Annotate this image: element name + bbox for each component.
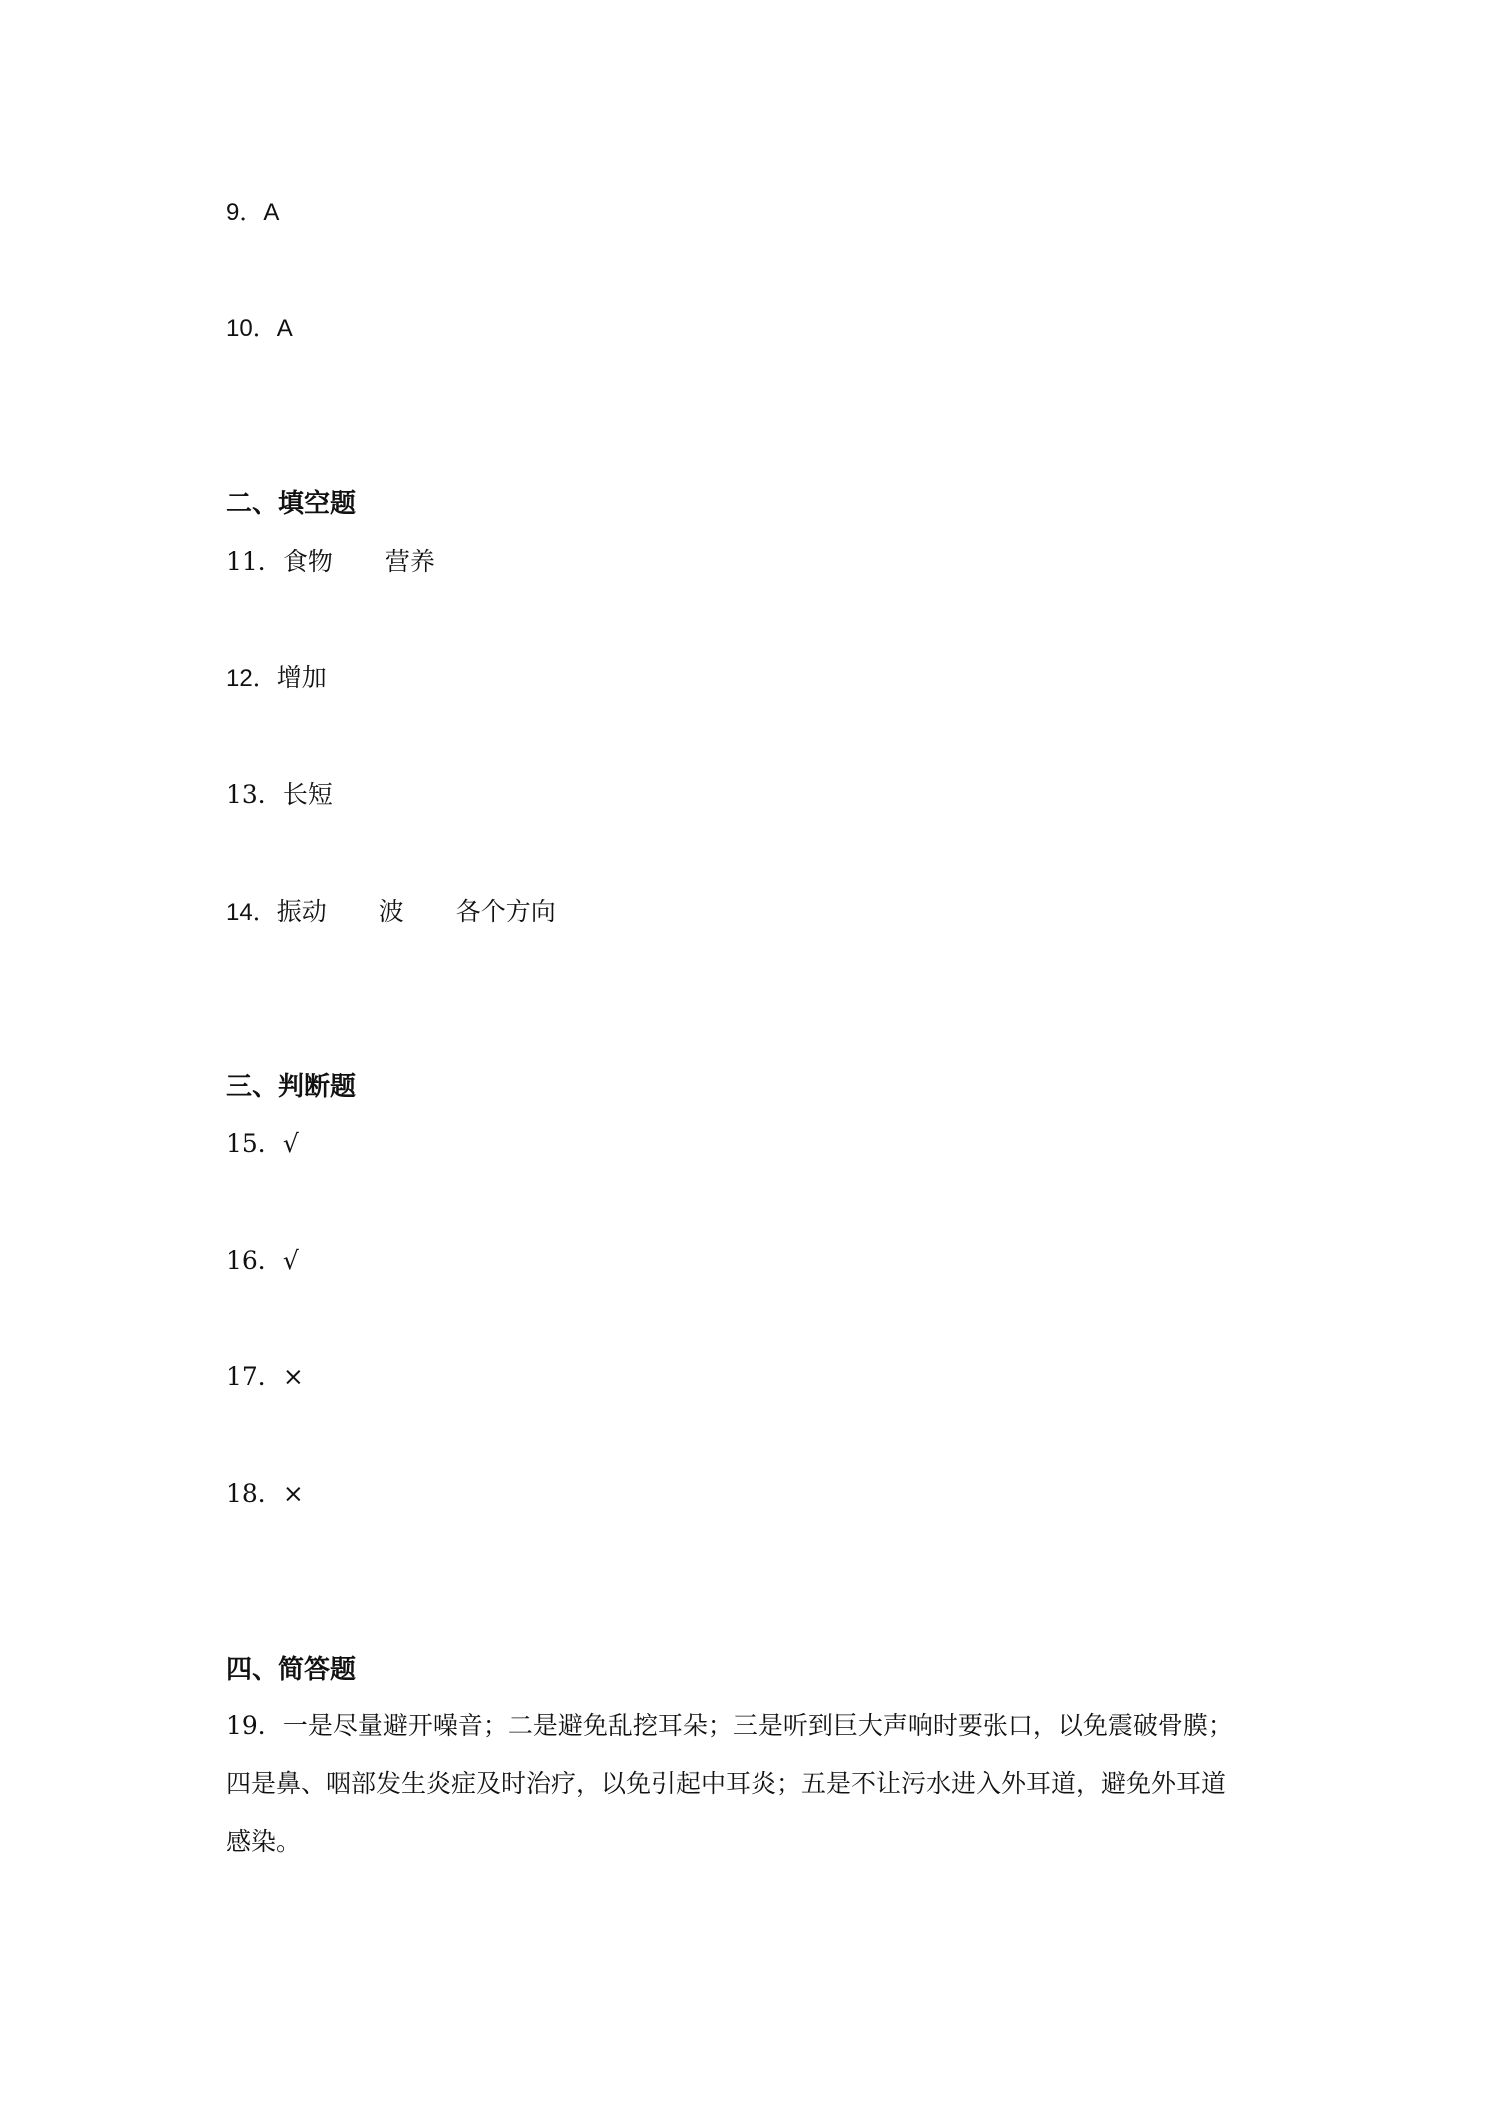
answer-14 xyxy=(226,896,556,929)
section-heading-true-false: 三、判断题 xyxy=(226,1072,357,1102)
answer-15 xyxy=(226,1128,299,1160)
answer-text: 营养 xyxy=(384,547,435,576)
answer-16 xyxy=(226,1245,299,1277)
section-heading-fill-in: 二、填空题 xyxy=(226,489,357,519)
answer-text: 增加 xyxy=(276,663,327,692)
question-number: 13． xyxy=(226,780,283,809)
cross-mark: × xyxy=(282,1479,304,1508)
answer-text: 振动 xyxy=(276,897,327,926)
question-number: 18． xyxy=(226,1479,283,1508)
answer-12 xyxy=(226,662,327,695)
answer-13 xyxy=(226,779,333,811)
question-number: 17． xyxy=(226,1362,283,1391)
question-number: 16． xyxy=(226,1246,283,1275)
answer-text: A xyxy=(263,199,280,226)
question-number: 12． xyxy=(226,665,277,692)
answer-17 xyxy=(226,1361,304,1393)
answer-19 xyxy=(226,1697,1276,1871)
answer-text: 食物 xyxy=(282,547,333,576)
question-number: 15． xyxy=(226,1129,283,1158)
answer-text: 波 xyxy=(378,897,404,926)
question-number: 19． xyxy=(226,1711,283,1740)
cross-mark: × xyxy=(282,1362,304,1391)
answer-text: A xyxy=(276,315,293,342)
answer-line: 一是尽量避开噪音；二是避免乱挖耳朵；三是听到巨大声响时要张口，以免震破骨膜； xyxy=(282,1711,1233,1740)
answer-text: 长短 xyxy=(282,780,333,809)
question-number: 10． xyxy=(226,315,277,342)
answer-11 xyxy=(226,546,435,578)
question-number: 11． xyxy=(226,547,283,576)
question-number: 9． xyxy=(226,199,264,226)
question-number: 14． xyxy=(226,899,277,926)
answer-line: 感染。 xyxy=(226,1827,302,1856)
answer-10 xyxy=(226,312,293,345)
answer-9 xyxy=(226,196,279,229)
section-heading-short-answer: 四、简答题 xyxy=(226,1655,357,1685)
answer-line: 四是鼻、咽部发生炎症及时治疗，以免引起中耳炎；五是不让污水进入外耳道，避免外耳道 xyxy=(226,1769,1227,1798)
check-mark: √ xyxy=(282,1129,299,1158)
check-mark: √ xyxy=(282,1246,299,1275)
answer-text: 各个方向 xyxy=(455,897,556,926)
answer-18 xyxy=(226,1478,304,1510)
